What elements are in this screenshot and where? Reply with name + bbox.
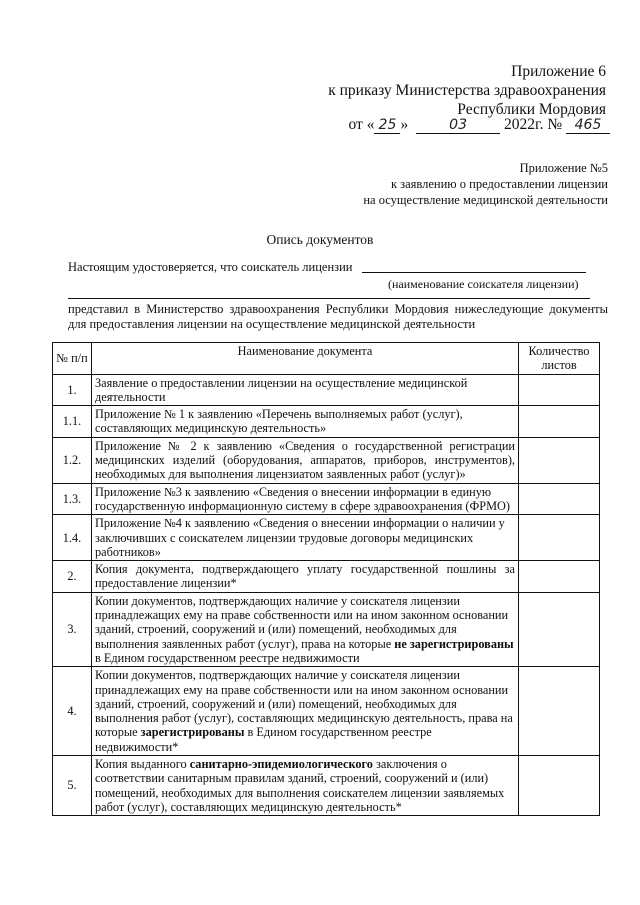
order-number: 465 [566, 117, 610, 134]
appendix-5-header [363, 160, 608, 208]
row-count [519, 592, 600, 666]
order-day: 25 [374, 117, 400, 134]
applicant-name-blank-2 [68, 298, 590, 299]
order-close-quote: » [400, 116, 409, 133]
applicant-name-blank [362, 272, 586, 273]
row-text-part: Копии документов, подтверждающих наличие у соискателя лицензии принадлежащих ему на праве собственности или на ином законном основании зданий, строений, сооружений и (или) помещений, необходимых для выполнения работ (услуг), составляющих медицинскую деятельность, права на которые [95, 668, 513, 740]
row-text: Копия документа, подтверждающего уплату государственной пошлины за предоставление лицензии* [92, 561, 519, 593]
row-text [92, 667, 519, 756]
row-text-bold: зарегистрированы [140, 725, 245, 740]
row-text-bold: не зарегистрированы [394, 636, 514, 651]
appendix-6-line-2: к приказу Министерства здравоохранения [328, 82, 606, 99]
header-num: № п/п [53, 343, 92, 375]
row-num: 1.2. [53, 437, 92, 483]
row-text-part: Копии документов, подтверждающих наличие у соискателя лицензии принадлежащих ему на праве собственности или на ином законном основании зданий, строений, сооружений и (или) помещений, необходимых для выполнения заявленных работ (услуг), права на которые [95, 593, 509, 651]
documents-table [52, 342, 600, 816]
row-count [519, 483, 600, 515]
table-row [53, 437, 600, 483]
row-num: 2. [53, 561, 92, 593]
order-year-label: 2022г. № [503, 116, 563, 133]
row-text: Приложение № 1 к заявлению «Перечень выполняемых работ (услуг), составляющих медицинскую деятельность» [92, 406, 519, 438]
row-num: 4. [53, 667, 92, 756]
row-text-bold: санитарно-эпидемиологического [189, 757, 373, 772]
row-text: Приложение №3 к заявлению «Сведения о внесении информации в единую государственную информационную систему в сфере здравоохранения (ФРМО) [92, 483, 519, 515]
order-from-label: от « [348, 116, 375, 133]
row-text-part: в Едином государственном реестре недвижимости [95, 650, 360, 665]
row-text: Приложение №4 к заявлению «Сведения о внесении информации о наличии у заключивших с соискателем лицензии трудовые договоры медицинских работников» [92, 515, 519, 561]
appendix-5-line-3: на осуществление медицинской деятельности [363, 193, 608, 207]
applicant-name-hint: (наименование соискателя лицензии) [388, 277, 579, 291]
certify-text: Настоящим удостоверяется, что соискатель лицензии [68, 260, 353, 274]
header-name: Наименование документа [92, 343, 519, 375]
document-title: Опись документов [266, 232, 374, 247]
order-date-line [349, 116, 610, 134]
appendix-6-line-3: Республики Мордовия [457, 101, 606, 118]
order-month: 03 [416, 117, 500, 134]
row-num: 5. [53, 756, 92, 816]
row-count [519, 437, 600, 483]
appendix-6-header [328, 62, 606, 119]
appendix-5-title: Приложение №5 [519, 161, 608, 175]
row-text: Приложение № 2 к заявлению «Сведения о государственной регистрации медицинских изделий (оборудования, аппаратов, приборов, инструментов), необходимых для выполнения лицензиатом заявленных работ (услуг)» [92, 437, 519, 483]
table-row [53, 756, 600, 816]
row-count [519, 667, 600, 756]
row-text [92, 592, 519, 666]
row-count [519, 374, 600, 406]
row-text: Заявление о предоставлении лицензии на осуществление медицинской деятельности [92, 374, 519, 406]
row-num: 1.1. [53, 406, 92, 438]
table-row [53, 561, 600, 593]
table-header-row [53, 343, 600, 375]
row-num: 3. [53, 592, 92, 666]
row-num: 1.3. [53, 483, 92, 515]
row-text-part: в Едином государственном реестре недвижимости* [95, 725, 432, 754]
row-text-part: заключения о соответствии санитарным правилам зданий, строений, сооружений и (или) помещений, необходимых для выполнения соискателем лицензии заявляемых работ (услуг), составляющих медицинскую деятельность* [95, 757, 505, 814]
table-row [53, 406, 600, 438]
table-row [53, 592, 600, 666]
table-row [53, 667, 600, 756]
table-row [53, 515, 600, 561]
row-text-part: Копия выданного [95, 757, 190, 772]
row-count [519, 561, 600, 593]
presented-text: представил в Министерство здравоохранения Республики Мордовия нижеследующие документы для предоставления лицензии на осуществление медицинской деятельности [68, 302, 608, 331]
row-text [92, 756, 519, 816]
table-row [53, 374, 600, 406]
header-count: Количество листов [519, 343, 600, 375]
row-count [519, 515, 600, 561]
appendix-5-line-2: к заявлению о предоставлении лицензии [390, 177, 608, 191]
row-count [519, 406, 600, 438]
appendix-6-title: Приложение 6 [511, 63, 606, 80]
row-num: 1. [53, 374, 92, 406]
table-row [53, 483, 600, 515]
row-count [519, 756, 600, 816]
row-num: 1.4. [53, 515, 92, 561]
